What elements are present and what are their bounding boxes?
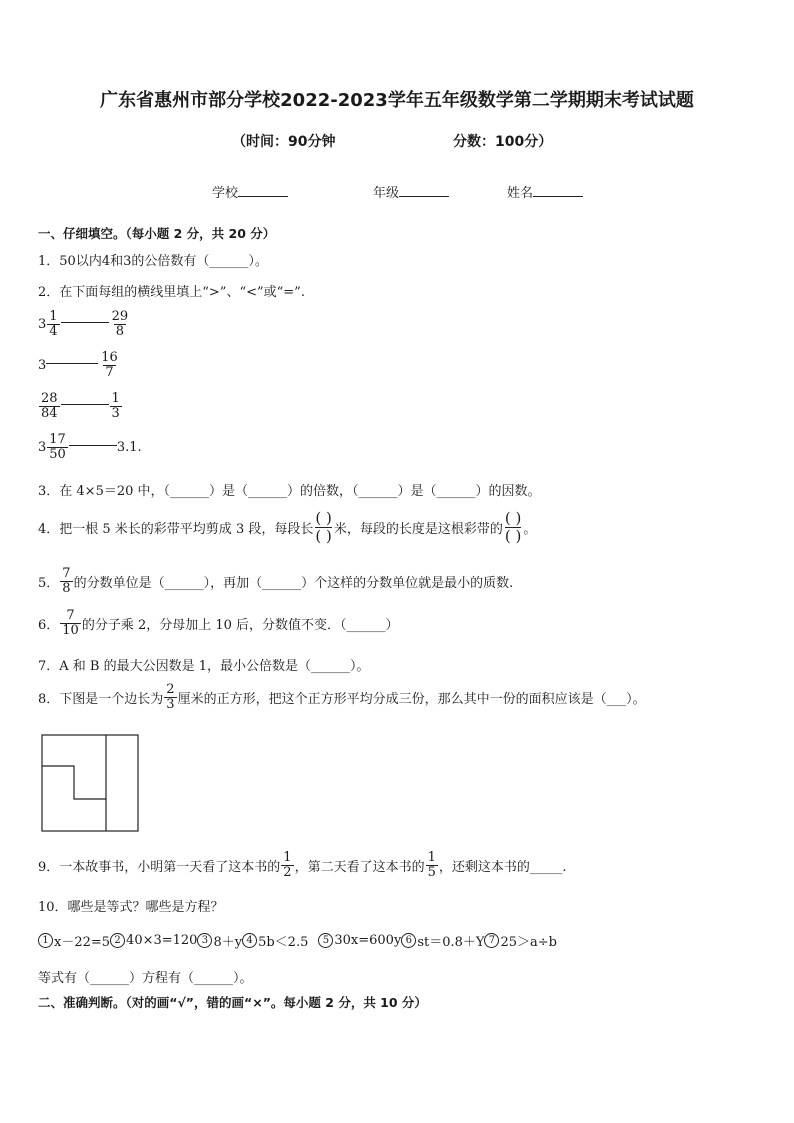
question-4 (38, 510, 536, 544)
question-8 (38, 683, 646, 711)
name-label: 姓名 (507, 186, 534, 201)
decimal-number: 3.1. (116, 439, 142, 455)
school-field (212, 182, 288, 201)
q5-text: 的分数单位是（______），再加（______）个这样的分数单位就是最小的质数. (73, 575, 514, 591)
circled-number: 5 (318, 933, 333, 948)
grade-label: 年级 (373, 186, 400, 201)
question-5 (38, 567, 513, 595)
q6-number: 6． (38, 617, 60, 633)
school-label: 学校 (212, 186, 239, 201)
q2-row-1 (38, 310, 131, 338)
circled-number: 3 (197, 933, 212, 948)
circled-number: 7 (484, 933, 499, 948)
q8-text-b: 厘米的正方形，把这个正方形平均分成三份，那么其中一份的面积应该是（___）。 (177, 691, 646, 707)
q9-text-c: ，还剩这本书的_____. (438, 859, 567, 875)
fraction: $\frac{1}{2}$ (283, 850, 292, 880)
square-outline (42, 735, 138, 831)
compare-blank[interactable] (69, 445, 117, 446)
q10-item: 8＋y (213, 935, 243, 950)
fraction: $\frac{28}{84}$ (41, 391, 58, 421)
fraction: $\frac{1}{5}$ (427, 850, 436, 880)
q10-item: 25＞a÷b (500, 935, 557, 950)
q9-text-a: 9．一本故事书，小明第一天看了这本书的 (38, 859, 281, 875)
q10-item: x－22=5 (54, 935, 111, 950)
whole-number: 3 (38, 357, 47, 373)
q4-text-c: 。 (523, 521, 537, 537)
step-divider-line (42, 766, 106, 799)
q6-text: 的分子乘 2，分母加上 10 后，分数值不变．（______） (81, 617, 399, 633)
name-field (507, 182, 583, 201)
grade-blank[interactable] (399, 195, 449, 197)
fraction: $\frac{7}{8}$ (62, 566, 71, 596)
section1-heading: 一、仔细填空。（每小题 2 分，共 20 分） (38, 226, 276, 241)
compare-blank[interactable] (46, 363, 98, 364)
square-figure (41, 734, 141, 834)
name-blank[interactable] (533, 195, 583, 197)
q4-text-b: 米，每段的长度是这根彩带的 (333, 521, 503, 537)
fraction: $\frac{7}{10}$ (62, 608, 79, 638)
question-10: 10．哪些是等式？哪些是方程？ (38, 900, 224, 915)
fraction-blank[interactable]: ( ) ( ) (315, 509, 332, 545)
q4-text-a: 4．把一根 5 米长的彩带平均剪成 3 段，每段长 (38, 521, 314, 537)
question-2: 2．在下面每组的横线里填上“>”、“<”或“=”. (38, 285, 305, 300)
circled-number: 4 (242, 933, 257, 948)
exam-title: 广东省惠州市部分学校2022-2023学年五年级数学第二学期期末考试试题 (100, 90, 694, 111)
q10-item: 40×3=120 (126, 933, 198, 948)
question-1: 1．50以内4和3的公倍数有（______）。 (38, 254, 268, 269)
question-3: 3．在 4×5＝20 中，（______）是（______）的倍数，（______）是（______）的因数。 (38, 484, 541, 499)
whole-number: 3 (38, 439, 47, 455)
q9-text-b: ，第二天看了这本书的 (294, 859, 425, 875)
fraction: $\frac{29}{8}$ (111, 309, 129, 339)
question-7: 7．A 和 B 的最大公因数是 1，最小公倍数是（______）。 (38, 659, 370, 674)
q8-text-a: 8．下图是一个边长为 (38, 691, 164, 707)
exam-score: 分数：100分） (453, 134, 553, 150)
q10-item: 30x=600y (334, 933, 402, 948)
fraction: $\frac{16}{7}$ (101, 350, 118, 380)
q5-number: 5． (38, 575, 60, 591)
fraction: $\frac{1}{3}$ (111, 391, 120, 421)
q10-items (38, 931, 557, 950)
fraction-blank[interactable]: ( ) ( ) (504, 509, 522, 545)
question-9 (38, 851, 567, 879)
q2-row-4 (38, 433, 142, 461)
circled-number: 1 (38, 933, 53, 948)
exam-time: （时间：90分钟 (232, 134, 336, 150)
compare-blank[interactable] (61, 404, 109, 405)
compare-blank[interactable] (61, 322, 109, 323)
fraction: $\frac{17}{50}$ (49, 432, 66, 462)
q10-answer: 等式有（______）方程有（______）。 (38, 971, 253, 986)
circled-number: 2 (110, 933, 125, 948)
fraction: $\frac{1}{4}$ (49, 309, 58, 339)
whole-number: 3 (38, 316, 47, 332)
question-6 (38, 609, 399, 637)
circled-number: 6 (401, 933, 416, 948)
school-blank[interactable] (238, 195, 288, 197)
section2-heading: 二、准确判断。（对的画“√”，错的画“×”。每小题 2 分，共 10 分） (38, 995, 427, 1010)
q10-item: 5b＜2.5 (258, 935, 309, 950)
grade-field (373, 182, 449, 201)
fraction: $\frac{2}{3}$ (166, 682, 175, 712)
q2-row-3 (38, 392, 123, 420)
q2-row-2 (38, 351, 121, 379)
q10-item: st＝0.8＋Y (417, 935, 485, 950)
